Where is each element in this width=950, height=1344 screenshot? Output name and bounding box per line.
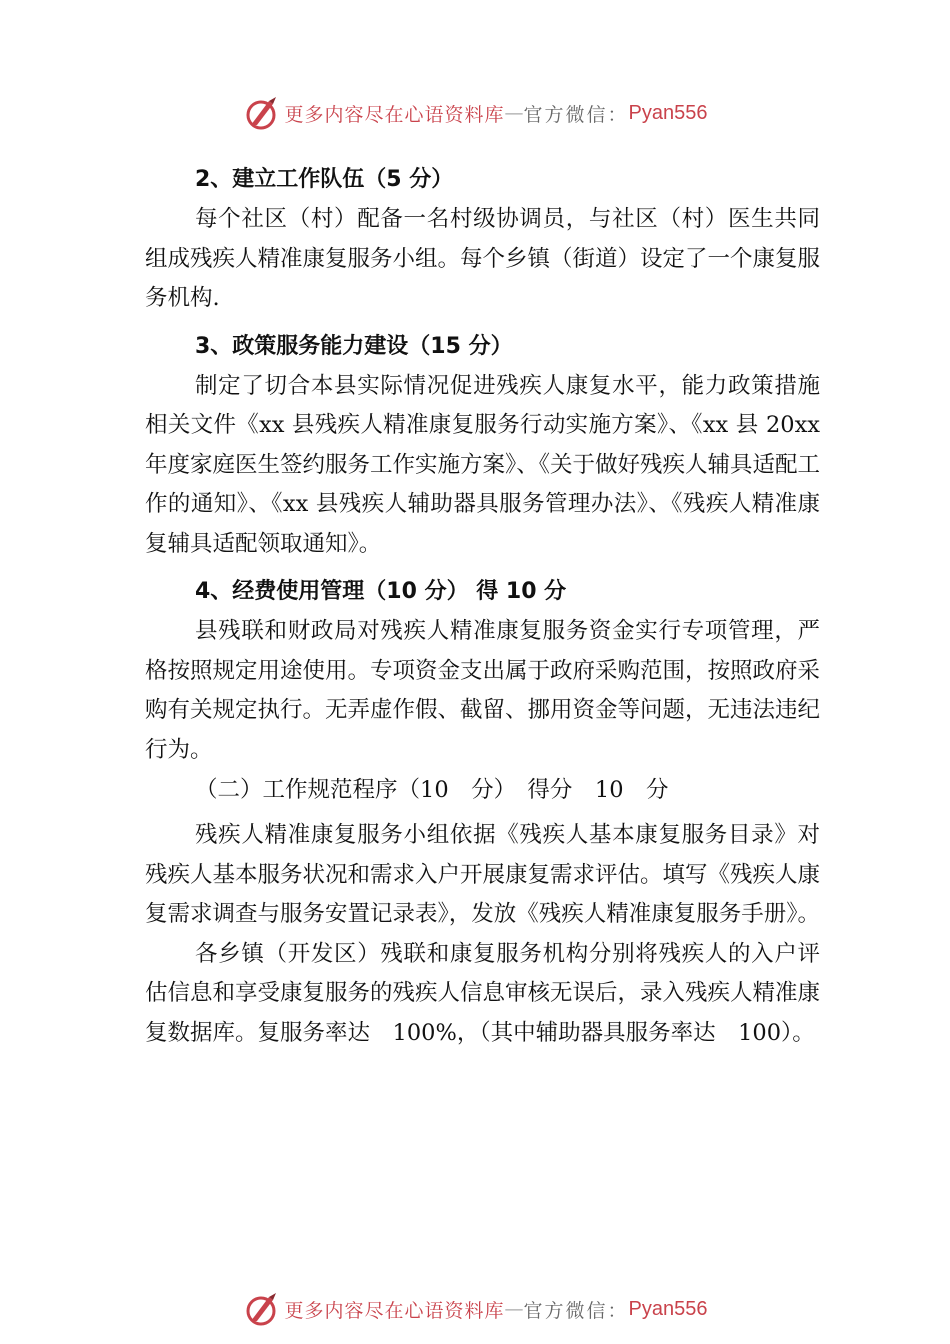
watermark-wechat-label: 官方微信： — [523, 103, 629, 126]
paragraph: 县残联和财政局对残疾人精准康复服务资金实行专项管理，严格按照规定用途使用。专项资金支出属于政府采购范围，按照政府采购有关规定执行。无弄虚作假、截留、挪用资金等问题，无违法违纪行为。 — [145, 618, 821, 763]
paragraph: 各乡镇（开发区）残联和康复服务机构分别将残疾人的入户评估信息和享受康复服务的残疾人信息审核无误后，录入残疾人精准康复数据库。复服务率达 100%，（其中辅助器具服务率达 100）。 — [145, 940, 821, 1046]
section-heading: 3、政策服务能力建设（15 分） — [195, 333, 513, 359]
watermark-wechat-label: 官方微信： — [523, 1299, 629, 1322]
section-heading: 2、建立工作队伍（5 分） — [195, 167, 454, 192]
watermark-separator: — — [504, 1298, 524, 1320]
subsection-heading: （二）工作规范程序（10 分） 得分 10 分 — [195, 777, 669, 803]
watermark-site: 更多内容尽在心语资料库 — [284, 103, 505, 126]
watermark-site: 更多内容尽在心语资料库 — [284, 1299, 505, 1322]
document-body — [145, 160, 820, 1053]
quill-pen-logo-icon — [243, 95, 279, 131]
section-heading: 4、经费使用管理（10 分） 得 10 分 — [195, 579, 567, 604]
paragraph: 制定了切合本县实际情况促进残疾人康复水平，能力政策措施相关文件《xx 县残疾人精准康复服务行动实施方案》、《xx 县 20xx 年度家庭医生签约服务工作实施方案》、《关于做好残疾人辅具适配工作的通知》、《xx 县残疾人辅助器具服务管理办法》、《残疾人精准康复辅具适配领取通知》。 — [145, 372, 821, 557]
watermark-wechat-id: Pyan556 — [628, 101, 708, 124]
paragraph: 残疾人精准康复服务小组依据《残疾人基本康复服务目录》对残疾人基本服务状况和需求入户开展康复需求评估。填写《残疾人康复需求调查与服务安置记录表》，发放《残疾人精准康复服务手册》。 — [145, 822, 821, 927]
watermark-banner-top — [0, 93, 950, 133]
watermark-wechat-id: Pyan556 — [628, 1297, 708, 1320]
quill-pen-logo-icon — [243, 1291, 279, 1327]
watermark-banner-bottom — [0, 1289, 950, 1329]
paragraph: 每个社区（村）配备一名村级协调员，与社区（村）医生共同组成残疾人精准康复服务小组。每个乡镇（街道）设定了一个康复服务机构. — [145, 206, 821, 311]
watermark-separator: — — [504, 102, 524, 124]
